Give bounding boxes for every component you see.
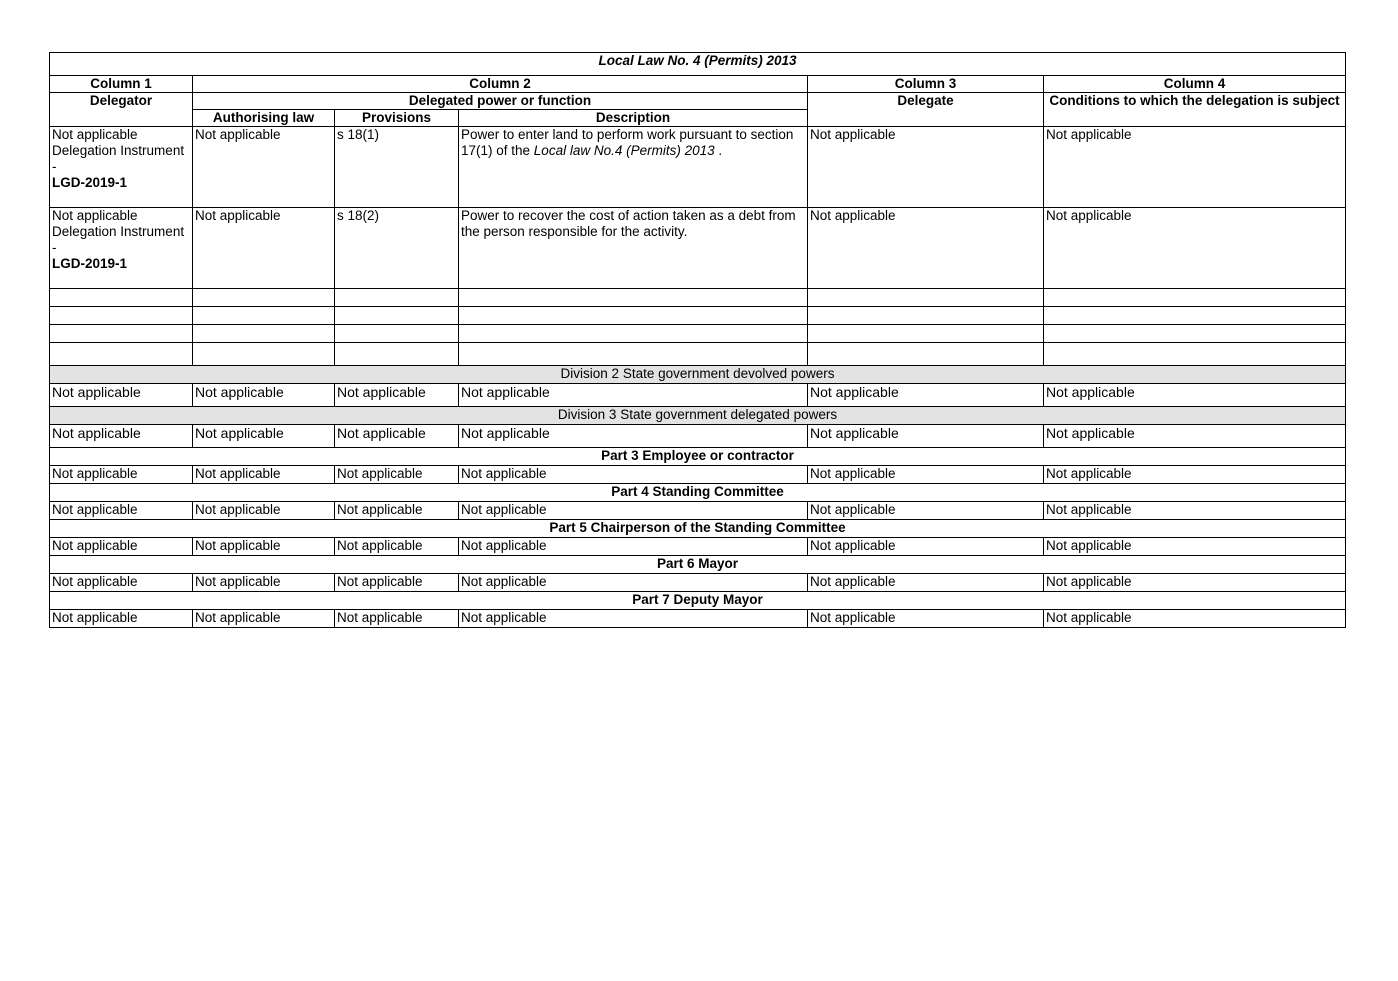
column-3-header: Column 3 <box>808 76 1044 93</box>
empty-row <box>50 325 1346 343</box>
division-3-heading: Division 3 State government delegated powers <box>50 407 1346 425</box>
na-cell: Not applicable <box>459 610 808 628</box>
provisions-cell: s 18(2) <box>335 208 459 289</box>
authorising-law-header: Authorising law <box>193 110 335 127</box>
description-suffix: . <box>714 143 723 158</box>
na-cell: Not applicable <box>193 610 335 628</box>
table-row <box>50 502 1346 520</box>
conditions-cell: Not applicable <box>1044 208 1346 289</box>
na-cell: Not applicable <box>459 425 808 448</box>
na-cell: Not applicable <box>1044 502 1346 520</box>
delegator-cell <box>50 208 193 289</box>
header-row-1 <box>50 93 1346 110</box>
na-cell: Not applicable <box>459 574 808 592</box>
delegator-text: Not applicable <box>52 208 138 223</box>
section-row-division-3 <box>50 407 1346 425</box>
na-cell: Not applicable <box>335 538 459 556</box>
delegation-table <box>49 52 1346 628</box>
section-row-part-6 <box>50 556 1346 574</box>
delegator-text: Not applicable <box>52 127 138 142</box>
table-row <box>50 208 1346 289</box>
na-cell: Not applicable <box>459 502 808 520</box>
section-row-part-4 <box>50 484 1346 502</box>
delegation-instrument-text: Delegation Instrument - <box>52 143 185 174</box>
na-cell: Not applicable <box>459 466 808 484</box>
table-row <box>50 538 1346 556</box>
na-cell: Not applicable <box>193 538 335 556</box>
empty-row <box>50 343 1346 366</box>
description-cell: Power to recover the cost of action taken as a debt from the person responsible for the activity. <box>459 208 808 289</box>
na-cell: Not applicable <box>335 502 459 520</box>
table-row <box>50 574 1346 592</box>
section-row-part-7 <box>50 592 1346 610</box>
table-row <box>50 127 1346 208</box>
provisions-cell: s 18(1) <box>335 127 459 208</box>
column-1-header: Column 1 <box>50 76 193 93</box>
na-cell: Not applicable <box>1044 384 1346 407</box>
na-cell: Not applicable <box>1044 610 1346 628</box>
delegator-cell <box>50 127 193 208</box>
na-cell: Not applicable <box>1044 466 1346 484</box>
delegation-instrument-text: Delegation Instrument - <box>52 224 185 255</box>
na-cell: Not applicable <box>50 466 193 484</box>
na-cell: Not applicable <box>808 425 1044 448</box>
empty-row <box>50 307 1346 325</box>
authorising-law-cell: Not applicable <box>193 208 335 289</box>
section-row-division-2 <box>50 366 1346 384</box>
na-cell: Not applicable <box>808 538 1044 556</box>
na-cell: Not applicable <box>50 538 193 556</box>
na-cell: Not applicable <box>193 466 335 484</box>
description-cell <box>459 127 808 208</box>
part-7-heading: Part 7 Deputy Mayor <box>50 592 1346 610</box>
empty-row <box>50 289 1346 307</box>
title-row <box>50 53 1346 76</box>
na-cell: Not applicable <box>808 384 1044 407</box>
na-cell: Not applicable <box>50 502 193 520</box>
authorising-law-cell: Not applicable <box>193 127 335 208</box>
table-row <box>50 425 1346 448</box>
na-cell: Not applicable <box>808 502 1044 520</box>
delegate-header: Delegate <box>808 93 1044 127</box>
na-cell: Not applicable <box>335 610 459 628</box>
part-4-heading: Part 4 Standing Committee <box>50 484 1346 502</box>
na-cell: Not applicable <box>335 384 459 407</box>
delegate-cell: Not applicable <box>808 127 1044 208</box>
na-cell: Not applicable <box>1044 574 1346 592</box>
delegation-code: LGD-2019-1 <box>52 256 128 271</box>
na-cell: Not applicable <box>193 384 335 407</box>
division-2-heading: Division 2 State government devolved powers <box>50 366 1346 384</box>
na-cell: Not applicable <box>50 425 193 448</box>
na-cell: Not applicable <box>50 574 193 592</box>
delegation-code: LGD-2019-1 <box>52 175 128 190</box>
na-cell: Not applicable <box>808 466 1044 484</box>
delegator-header: Delegator <box>50 93 193 127</box>
column-2-header: Column 2 <box>193 76 808 93</box>
section-row-part-3 <box>50 448 1346 466</box>
part-6-heading: Part 6 Mayor <box>50 556 1346 574</box>
na-cell: Not applicable <box>50 610 193 628</box>
na-cell: Not applicable <box>808 610 1044 628</box>
section-row-part-5 <box>50 520 1346 538</box>
delegate-cell: Not applicable <box>808 208 1044 289</box>
conditions-cell: Not applicable <box>1044 127 1346 208</box>
na-cell: Not applicable <box>193 574 335 592</box>
column-4-header: Column 4 <box>1044 76 1346 93</box>
na-cell: Not applicable <box>193 502 335 520</box>
na-cell: Not applicable <box>459 538 808 556</box>
description-header: Description <box>459 110 808 127</box>
na-cell: Not applicable <box>335 425 459 448</box>
conditions-header: Conditions to which the delegation is subject <box>1044 93 1346 127</box>
na-cell: Not applicable <box>335 466 459 484</box>
table-row <box>50 466 1346 484</box>
na-cell: Not applicable <box>335 574 459 592</box>
description-text: Power to enter land to perform work pursuant to section 17(1) of the <box>461 127 794 158</box>
part-5-heading: Part 5 Chairperson of the Standing Committee <box>50 520 1346 538</box>
part-3-heading: Part 3 Employee or contractor <box>50 448 1346 466</box>
provisions-header: Provisions <box>335 110 459 127</box>
na-cell: Not applicable <box>193 425 335 448</box>
column-number-row <box>50 76 1346 93</box>
na-cell: Not applicable <box>1044 538 1346 556</box>
table-row <box>50 610 1346 628</box>
table-row <box>50 384 1346 407</box>
na-cell: Not applicable <box>459 384 808 407</box>
page-title: Local Law No. 4 (Permits) 2013 <box>50 53 1346 76</box>
delegated-power-header: Delegated power or function <box>193 93 808 110</box>
na-cell: Not applicable <box>50 384 193 407</box>
na-cell: Not applicable <box>808 574 1044 592</box>
description-law-name: Local law No.4 (Permits) 2013 <box>533 143 715 158</box>
na-cell: Not applicable <box>1044 425 1346 448</box>
